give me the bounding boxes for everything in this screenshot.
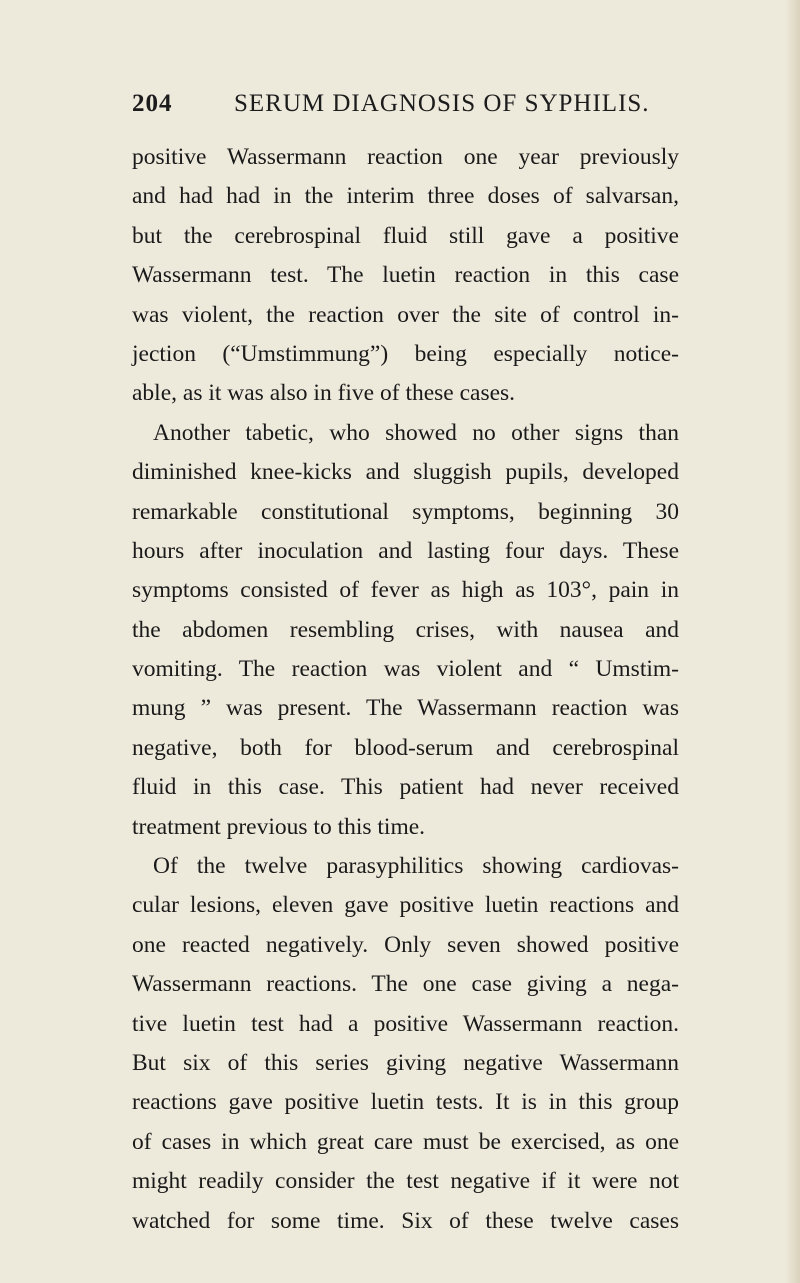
text-line: symptoms consisted of fever as high as 103°, pain in [132,577,679,604]
text-line: reactions gave positive luetin tests. It is in this group [132,1089,679,1116]
text-line: Wassermann reactions. The one case giving a nega- [132,971,679,998]
text-line: treatment previous to this time. [132,813,426,840]
text-line: Of the twelve parasyphilitics showing cardiovas- [153,853,679,880]
text-line: remarkable constitutional symptoms, beginning 30 [132,498,679,525]
text-line: mung ” was present. The Wassermann reaction was [132,695,679,722]
text-line: the abdomen resembling crises, with nausea and [132,616,679,643]
text-line: might readily consider the test negative if it were not [132,1168,679,1195]
text-line: but the cerebrospinal fluid still gave a positive [132,222,679,249]
text-line: tive luetin test had a positive Wassermann reaction. [132,1010,679,1037]
text-line: watched for some time. Six of these twelve cases [132,1207,679,1234]
text-line: vomiting. The reaction was violent and “ Umstim- [132,656,679,683]
text-line: one reacted negatively. Only seven showed positive [132,931,679,958]
text-line: was violent, the reaction over the site of control in- [132,301,679,328]
text-line: Another tabetic, who showed no other signs than [153,419,679,446]
text-line: diminished knee-kicks and sluggish pupils, developed [132,459,679,486]
text-line: cular lesions, eleven gave positive luetin reactions and [132,892,679,919]
text-line: Wassermann test. The luetin reaction in this case [132,262,679,289]
page-edge-shadow [786,0,800,1283]
text-line: positive Wassermann reaction one year previously [132,144,679,170]
page-number: 204 [132,90,173,117]
text-line: of cases in which great care must be exercised, as one [132,1128,679,1155]
text-line: But six of this series giving negative Wassermann [132,1049,679,1076]
text-line: able, as it was also in five of these cases. [132,380,516,407]
text-line: negative, both for blood-serum and cerebrospinal [132,734,679,761]
text-line: hours after inoculation and lasting four days. These [132,537,679,564]
body-text [132,138,679,1241]
text-line: jection (“Umstimmung”) being especially notice- [132,340,679,367]
text-line: and had had in the interim three doses of salvarsan, [132,183,679,210]
page-header [132,90,672,130]
text-line: fluid in this case. This patient had never received [132,774,679,801]
running-head: SERUM DIAGNOSIS OF SYPHILIS. [234,90,650,117]
